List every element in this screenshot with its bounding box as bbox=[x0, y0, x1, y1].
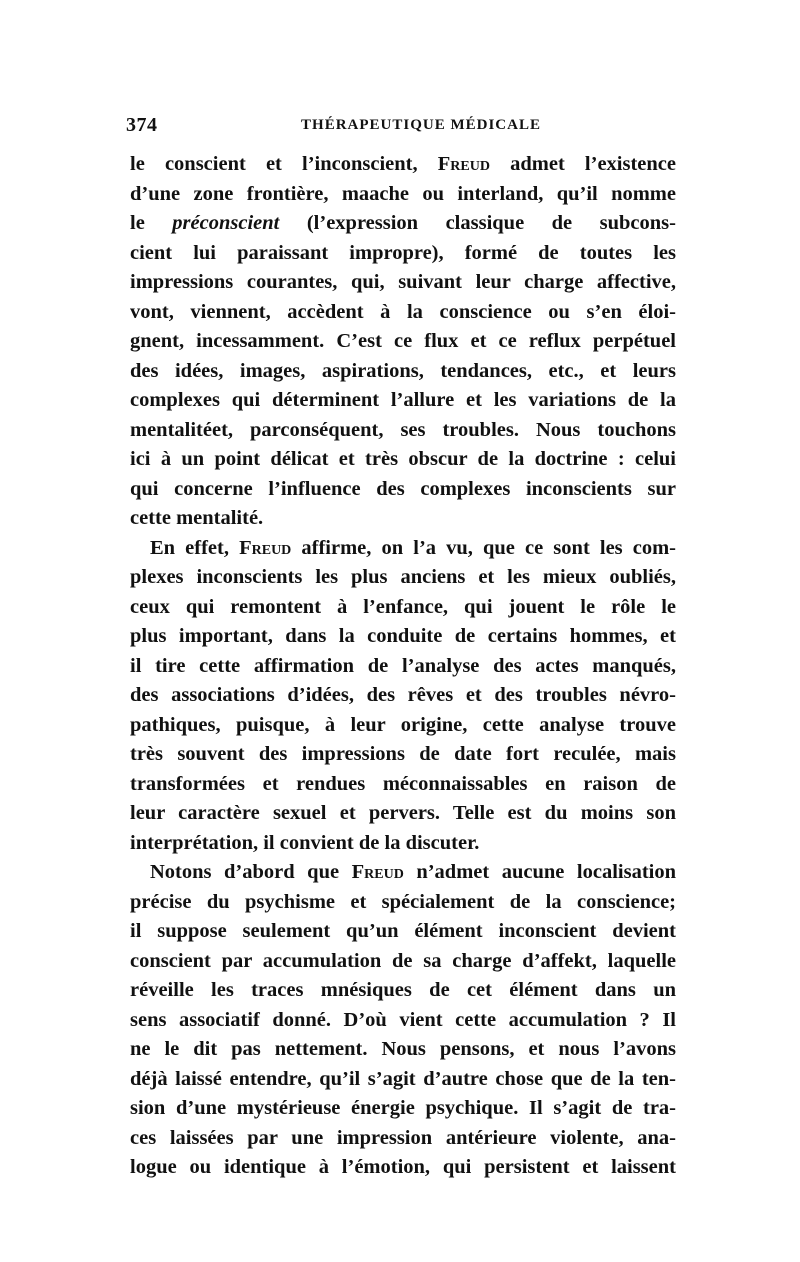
text-line: ces laissées par une impression antérieure violente, ana- bbox=[130, 1126, 676, 1149]
text-line: des associations d’idées, des rêves et des troubles névro- bbox=[130, 684, 676, 706]
text-line bbox=[130, 209, 676, 239]
text-segment: (l’expression classique de subcons- bbox=[279, 212, 676, 234]
running-head bbox=[126, 114, 676, 140]
text-line: vont, viennent, accèdent à la conscience ou s’en éloi- bbox=[130, 300, 676, 323]
text-line: plus important, dans la conduite de certains hommes, et bbox=[130, 625, 676, 647]
text-line: des idées, images, aspirations, tendances, etc., et leurs bbox=[130, 359, 676, 382]
text-line: sion d’une mystérieuse énergie psychique. Il s’agit de tra- bbox=[130, 1097, 676, 1119]
text-line: déjà laissé entendre, qu’il s’agit d’autre chose que de la ten- bbox=[130, 1067, 676, 1090]
text-line: très souvent des impressions de date fort reculée, mais bbox=[130, 743, 676, 765]
text-line: précise du psychisme et spécialement de la conscience; bbox=[130, 890, 676, 913]
running-title: THÉRAPEUTIQUE MÉDICALE bbox=[301, 117, 541, 133]
text-segment: En effet, bbox=[150, 536, 240, 559]
author-name: Freud bbox=[351, 861, 404, 883]
text-line: il suppose seulement qu’un élément inconscient devient bbox=[130, 920, 676, 942]
text-segment: n’admet aucune localisation bbox=[403, 861, 676, 883]
text-line: ceux qui remontent à l’enfance, qui jouent le rôle le bbox=[130, 595, 676, 618]
text-line: leur caractère sexuel et pervers. Telle est du moins son bbox=[130, 802, 676, 824]
text-line: ici à un point délicat et très obscur de la doctrine : celui bbox=[130, 448, 676, 470]
text-segment: le bbox=[130, 212, 173, 234]
text-line: cette mentalité. bbox=[130, 507, 264, 529]
italic-term: préconscient bbox=[172, 212, 280, 234]
text-segment: admet l’existence bbox=[489, 153, 676, 175]
text-line: impressions courantes, qui, suivant leur charge affective, bbox=[130, 271, 676, 293]
text-line: logue ou identique à l’émotion, qui persistent et laissent bbox=[130, 1156, 676, 1178]
text-line: qui concerne l’influence des complexes inconscients sur bbox=[130, 477, 676, 500]
text-line bbox=[130, 858, 676, 888]
text-line: complexes qui déterminent l’allure et les variations de la bbox=[130, 389, 676, 411]
text-line: ne le dit pas nettement. Nous pensons, et nous l’avons bbox=[130, 1038, 676, 1060]
text-line: réveille les traces mnésiques de cet élément dans un bbox=[130, 979, 676, 1001]
page-number: 374 bbox=[126, 114, 158, 136]
text-line: mentalitéet, parconséquent, ses troubles. Nous touchons bbox=[130, 418, 676, 441]
text-line: il tire cette affirmation de l’analyse des actes manqués, bbox=[130, 654, 676, 677]
text-line: cient lui paraissant impropre), formé de toutes les bbox=[130, 241, 676, 264]
text-segment: affirme, on l’a vu, que ce sont les com- bbox=[291, 536, 676, 559]
author-name: Freud bbox=[239, 536, 292, 559]
text-segment: Notons d’abord que bbox=[150, 861, 352, 883]
text-line: gnent, incessamment. C’est ce flux et ce reflux perpétuel bbox=[130, 330, 676, 352]
text-line: plexes inconscients les plus anciens et les mieux oubliés, bbox=[130, 566, 676, 588]
text-line: transformées et rendues méconnaissables en raison de bbox=[130, 772, 676, 795]
body-text bbox=[130, 150, 676, 1183]
text-line: pathiques, puisque, à leur origine, cette analyse trouve bbox=[130, 713, 676, 736]
text-line bbox=[130, 534, 676, 564]
text-line: d’une zone frontière, maache ou interland, qu’il nomme bbox=[130, 182, 676, 205]
text-line: interprétation, il convient de la discuter. bbox=[130, 831, 480, 854]
author-name: Freud bbox=[437, 153, 490, 175]
text-segment: le conscient et l’inconscient, bbox=[130, 153, 438, 175]
text-line: conscient par accumulation de sa charge d’affekt, laquelle bbox=[130, 949, 676, 972]
text-line bbox=[130, 150, 676, 180]
text-line: sens associatif donné. D’où vient cette accumulation ? Il bbox=[130, 1008, 676, 1031]
